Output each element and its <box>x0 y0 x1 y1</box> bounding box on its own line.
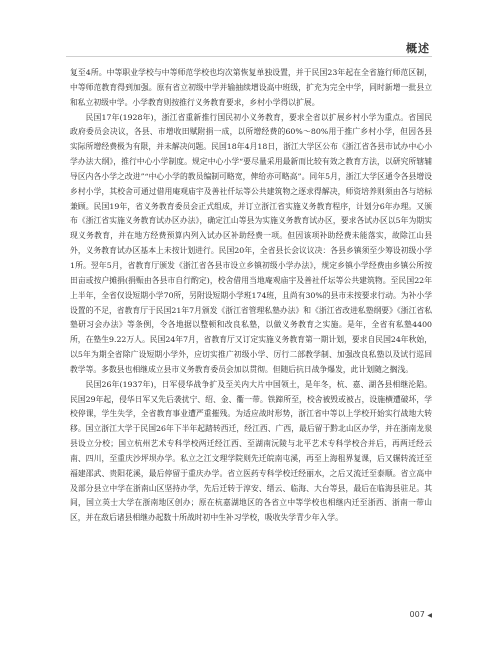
paragraph-1937-war: 民国26年(1937年)，日军侵华战争扩及至关内大片中国领土，是年冬，杭、嘉、湖各县相继沦陷。民国29年起，侵华日军又先后袭扰宁、绍、金、衢一带。铁蹄所至，校舍被毁或被占，设施横遭破坏，学校停课，学生失学，全省教育事业遭严重摧残。为适应战时形势，浙江省中等以上学校开始实行战地大转移。国立浙江大学于民国26年下半年起踏转西迁，经江西、广西，最后留于黔北山区办学，并在浙南龙泉县设立分校；国立杭州艺术专科学校两迁经江西、至湖南沅陵与北平艺术专科学校合并后，再两迁经云南、四川，至重庆沙坪坝办学。私立之江文理学院则先迁皖南屯溪，再至上海租界复课，后又辗转流迁至福建邵武、贵阳花溪，最后停留于重庆办学。省立医药专科学校迁经丽水，之后又流迁至泰顺。省立高中及部分县立中学在浙南山区坚持办学，先后迁转于淳安、缙云、临海、大台等县，最后在临海县驻足。其间，国立英士大学在浙南地区创办；原在杭嘉湖地区的各省立中等学校也相继内迁至浙西、浙南一带山区，并在敌后诸县相继办起数十所战时初中生补习学校，吸收失学青少年入学。 <box>70 379 432 523</box>
page-number <box>410 610 432 619</box>
header-rule <box>66 56 432 57</box>
page-marker-icon: ◀ <box>427 612 432 619</box>
paragraph-continuation: 复至4所。中等职业学校与中等师范学校也均次第恢复单独设置，并于民国23年起在全省施行师范区制，中等师范教育得到加强。原有省立初级中学并输抽续增设高中班级，扩充为完全中学，同时新增一批县立和私立初级中学。小学教育则按推行义务教育要求，乡村小学得以扩展。 <box>70 68 432 107</box>
running-title: 概述 <box>406 42 430 55</box>
paragraph-1928-compulsory-education: 民国17年(1928年)，浙江省重新推行国民初小义务教育，要求全省以扩展乡村小学为重点。省国民政府委员会决议，各县、市增收田赋附捐一成，以所增经费的60%～80%用于推广乡村小学，但因各县实际所增经费极为有限，并未解决问题。民国18年4月18日，浙江大学区公布《浙江省各县市试办中心小学办法大纲》，推行中心小学制度。规定中心小学“要尽量采用最新而比较有效之教育方法，以研究所辖辅导区内各小学之改进”“中心小学的教员编制可略宽，俾给亦可略高”。同年5月，浙江大学区通令各县增设乡村小学，其校舍可通过借用庵观庙宇及善社仟坛等公共建筑物之逐求得解决，师资培养则须由各与培标兼顾。民国19年，省义务教育委员会正式组成，并订立浙江省实施义务教育程序，计划分6年办理。又颁布《浙江省实施义务教育试办区办法》，确定江山等县为实施义务教育试办区，要求各试办区以5年为期实现义务教育，并在地方经费预算内列入试办区补助经费一项。但因该项补助经费未能落实，故除江山县外，义务教育试办区基本上未按计划进行。民国20年，全省县长会议议决：各县乡镇须至少筹设初级小学1所。翌年5月，省教育厅颁发《浙江省各县市设立乡镇初级小学办法》，规定乡镇小学经费由乡镇公所按田亩或按户摊捐(捐赈由各县市自行酌定)，校舍借用当地庵观庙宇及善社仟坛等公共建筑物。至民国22年上半年，全省仅设短期小学70所，另附设短期小学班174班，且尚有30%的县市未按要求行动。为补小学设置的不足，省教育厅于民国21年7月颁发《浙江省管理私塾办法》和《浙江省改进私塾纲要》《浙江省私塾研习会办法》等条例，令各地据以整顿和改良私塾，以做义务教育之实施。是年，全省有私塾4400所，在塾生9.22万人。民国24年7月，省教育厅又订定实施义务教育第一期计划，要求自民国24年秋始，以5年为期全省除广设短期小学外，应切实推广初级小学、厉行二部教学制、加强改良私塾以及试行巡回教学等。多数县也相继成立县市义务教育委员会加以贯彻。但随后抗日战争爆发，此计划随之搁浅。 <box>70 112 432 374</box>
body-text <box>70 66 432 526</box>
page-number-text: 007 <box>409 610 425 619</box>
